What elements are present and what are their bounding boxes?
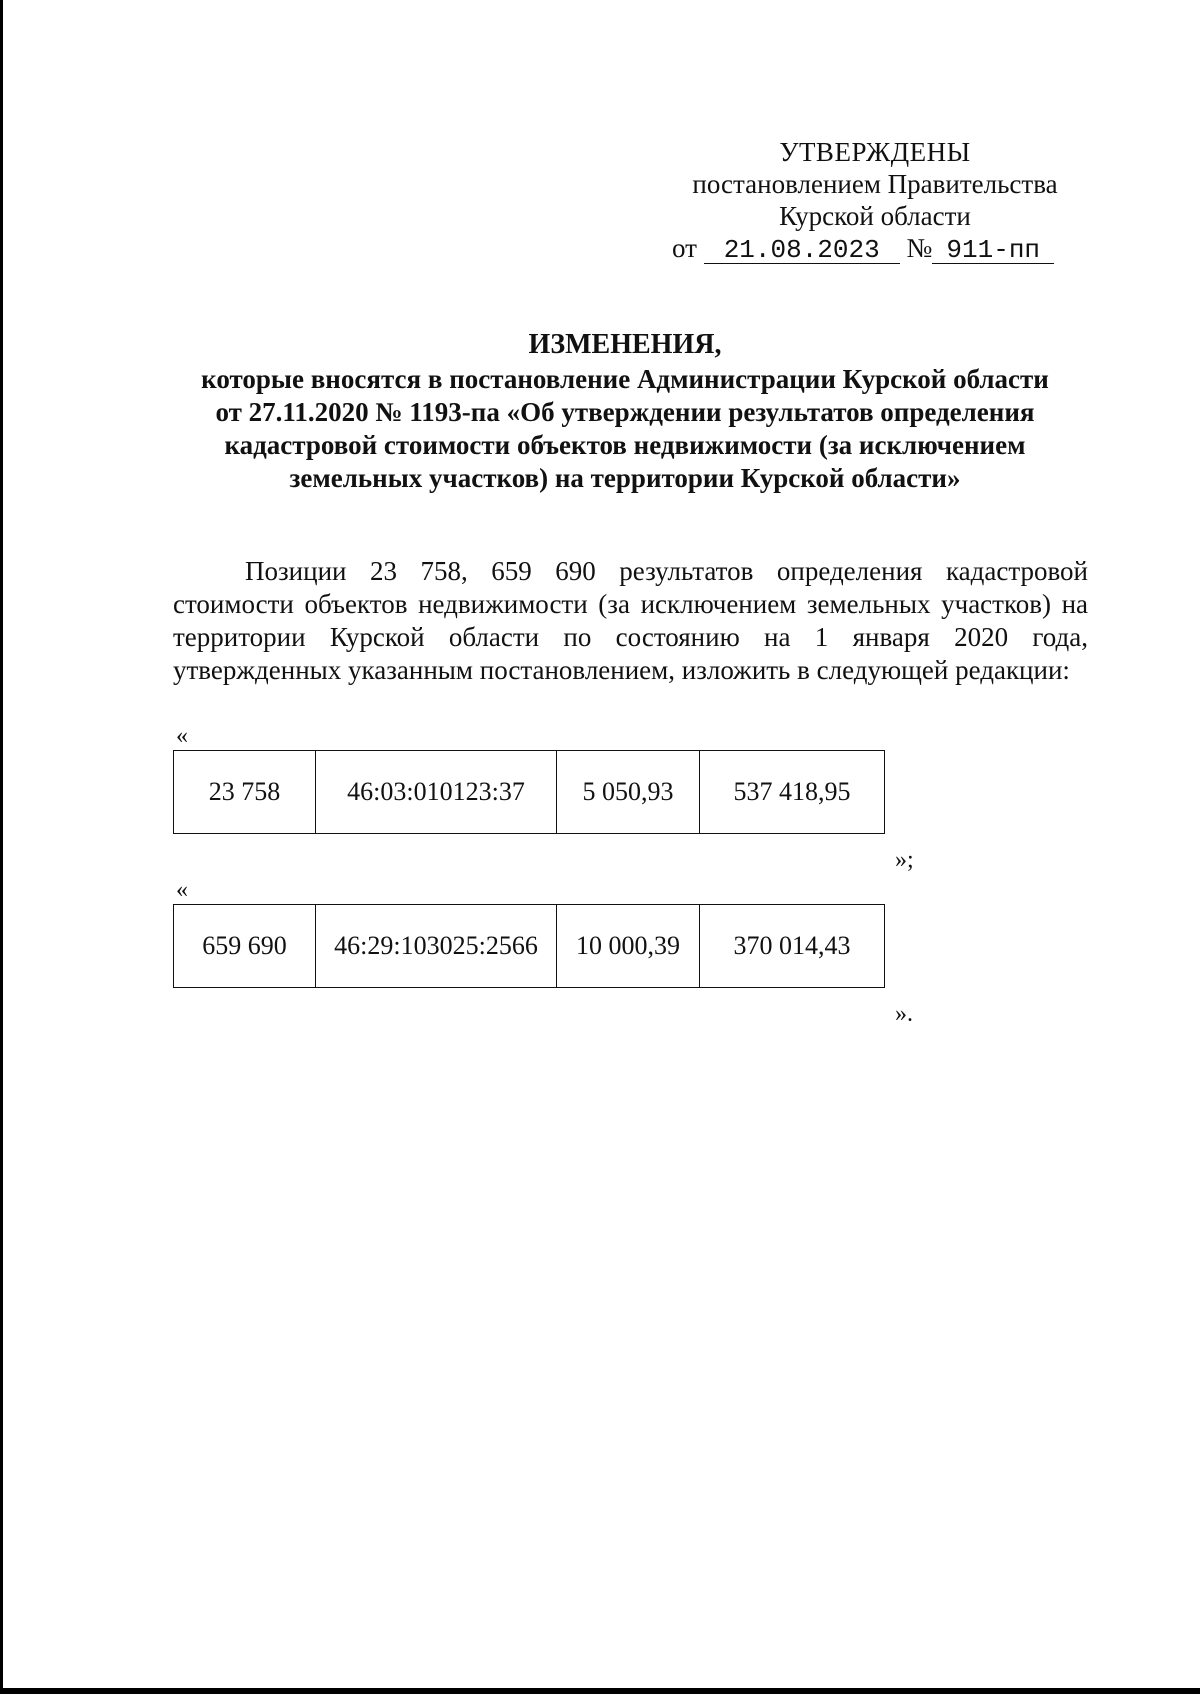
table-row: [174, 751, 885, 834]
heading-line-2: от 27.11.2020 № 1193-па «Об утверждении результатов определения: [215, 397, 1035, 427]
approval-title: УТВЕРЖДЕНЫ: [779, 137, 971, 167]
approval-block: [640, 136, 1110, 264]
cell-area: 10 000,39: [557, 905, 700, 988]
date-prefix: от: [672, 233, 697, 263]
cell-area: 5 050,93: [557, 751, 700, 834]
body-paragraph: Позиции 23 758, 659 690 результатов определения кадастровой стоимости объектов недвижимости (за исключением земельных участков) на территории Курской области по состоянию на 1 января 2020 года, утвержденных указанным постановлением, изложить в следующей редакции:: [173, 556, 1088, 685]
open-quote-2: «: [176, 877, 188, 903]
cell-value: 370 014,43: [700, 905, 885, 988]
heading-line-4: земельных участков) на территории Курской области»: [289, 463, 961, 493]
scan-border-left: [0, 0, 3, 1694]
cell-position: 659 690: [174, 905, 316, 988]
heading-line-3: кадастровой стоимости объектов недвижимости (за исключением: [224, 430, 1026, 460]
entry-table-2: [173, 904, 885, 988]
cell-position: 23 758: [174, 751, 316, 834]
approval-issuer: постановлением Правительства: [692, 169, 1058, 199]
cell-cadastral-number: 46:03:010123:37: [316, 751, 557, 834]
document-heading: [160, 328, 1090, 495]
cell-cadastral-number: 46:29:103025:2566: [316, 905, 557, 988]
entry-table-1: [173, 750, 885, 834]
close-quote-2: ».: [895, 1001, 913, 1027]
number-prefix: №: [906, 233, 933, 263]
approval-number: 911-пп: [932, 237, 1054, 264]
cell-value: 537 418,95: [700, 751, 885, 834]
approval-date: 21.08.2023: [704, 237, 900, 264]
heading-title: ИЗМЕНЕНИЯ,: [528, 329, 722, 360]
approval-date-line: [640, 232, 1110, 264]
open-quote-1: «: [176, 723, 188, 749]
table-row: [174, 905, 885, 988]
approval-region: Курской области: [779, 201, 971, 231]
heading-line-1: которые вносятся в постановление Администрации Курской области: [201, 364, 1049, 394]
close-quote-1: »;: [895, 847, 914, 873]
scan-border-bottom: [0, 1688, 1200, 1694]
